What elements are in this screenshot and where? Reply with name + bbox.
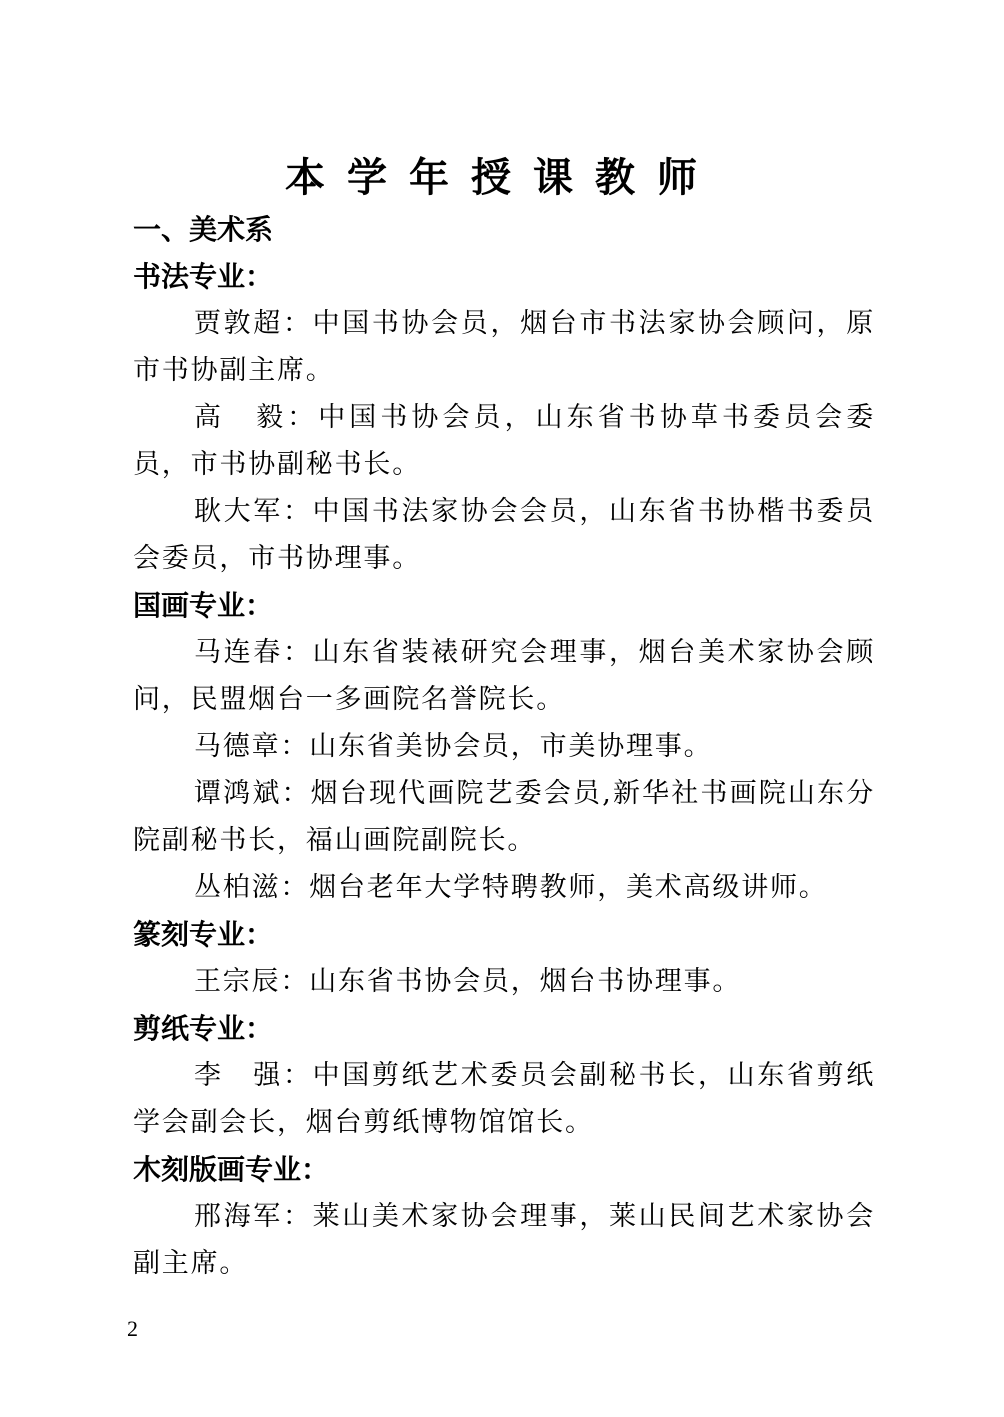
teacher-name: 马德章 [194, 731, 281, 762]
teacher-name: 耿大军 [194, 496, 283, 527]
section-heading: 国画专业： [133, 589, 274, 622]
section-paper-cutting [133, 1005, 893, 1146]
teacher-name: 马连春 [194, 637, 283, 668]
teacher-entry [133, 723, 875, 770]
section-heading: 木刻版画专业： [133, 1153, 330, 1186]
section-woodcut-print [133, 1146, 893, 1287]
teacher-description: ：烟台老年大学特聘教师，美术高级讲师。 [280, 872, 828, 903]
section-seal-carving [133, 911, 893, 1005]
section-heading: 剪纸专业： [133, 1012, 274, 1045]
section-heading: 书法专业： [133, 260, 274, 293]
section-chinese-painting [133, 582, 893, 911]
teacher-description: ：山东省美协会员，市美协理事。 [280, 731, 713, 762]
teacher-description: ：烟台现代画院艺委会员,新华社书画院山东分院副秘书长，福山画院副院长。 [133, 778, 875, 856]
teacher-description: ：山东省书协会员，烟台书协理事。 [280, 966, 742, 997]
teacher-description: ：莱山美术家协会理事，莱山民间艺术家协会副主席。 [133, 1201, 875, 1279]
teacher-entry [133, 629, 875, 723]
department-heading: 一、美术系 [133, 213, 274, 246]
teacher-description: ：山东省装裱研究会理事，烟台美术家协会顾问，民盟烟台一多画院名誉院长。 [133, 637, 875, 715]
teacher-entry [133, 1052, 875, 1146]
teacher-entry [133, 770, 875, 864]
teacher-name: 贾敦超 [194, 308, 283, 339]
teacher-description: ：中国剪纸艺术委员会副秘书长，山东省剪纸学会副会长，烟台剪纸博物馆馆长。 [133, 1060, 875, 1138]
page-title: 本学年授课教师 [285, 155, 719, 201]
teacher-entry [133, 300, 875, 394]
teacher-name: 李 强 [194, 1060, 283, 1091]
teacher-description: ：中国书协会员，烟台市书法家协会顾问，原市书协副主席。 [133, 308, 875, 386]
teacher-entry [133, 864, 875, 911]
teacher-entry [133, 394, 875, 488]
teacher-name: 谭鸿斌 [194, 778, 282, 809]
teacher-name: 王宗辰 [194, 966, 281, 997]
section-heading: 篆刻专业： [133, 918, 274, 951]
teacher-description: ：中国书法家协会会员，山东省书协楷书委员会委员，市书协理事。 [133, 496, 875, 574]
teacher-description: ：中国书协会员，山东省书协草书委员会委员，市书协副秘书长。 [133, 402, 875, 480]
teacher-entry [133, 1193, 875, 1287]
section-calligraphy [133, 253, 893, 582]
teacher-name: 邢海军 [194, 1201, 283, 1232]
teacher-entry [133, 488, 875, 582]
content [133, 206, 893, 1287]
teacher-name: 高 毅 [194, 402, 288, 433]
teacher-name: 丛柏滋 [194, 872, 281, 903]
teacher-entry [133, 958, 875, 1005]
page-number: 2 [127, 1316, 138, 1341]
